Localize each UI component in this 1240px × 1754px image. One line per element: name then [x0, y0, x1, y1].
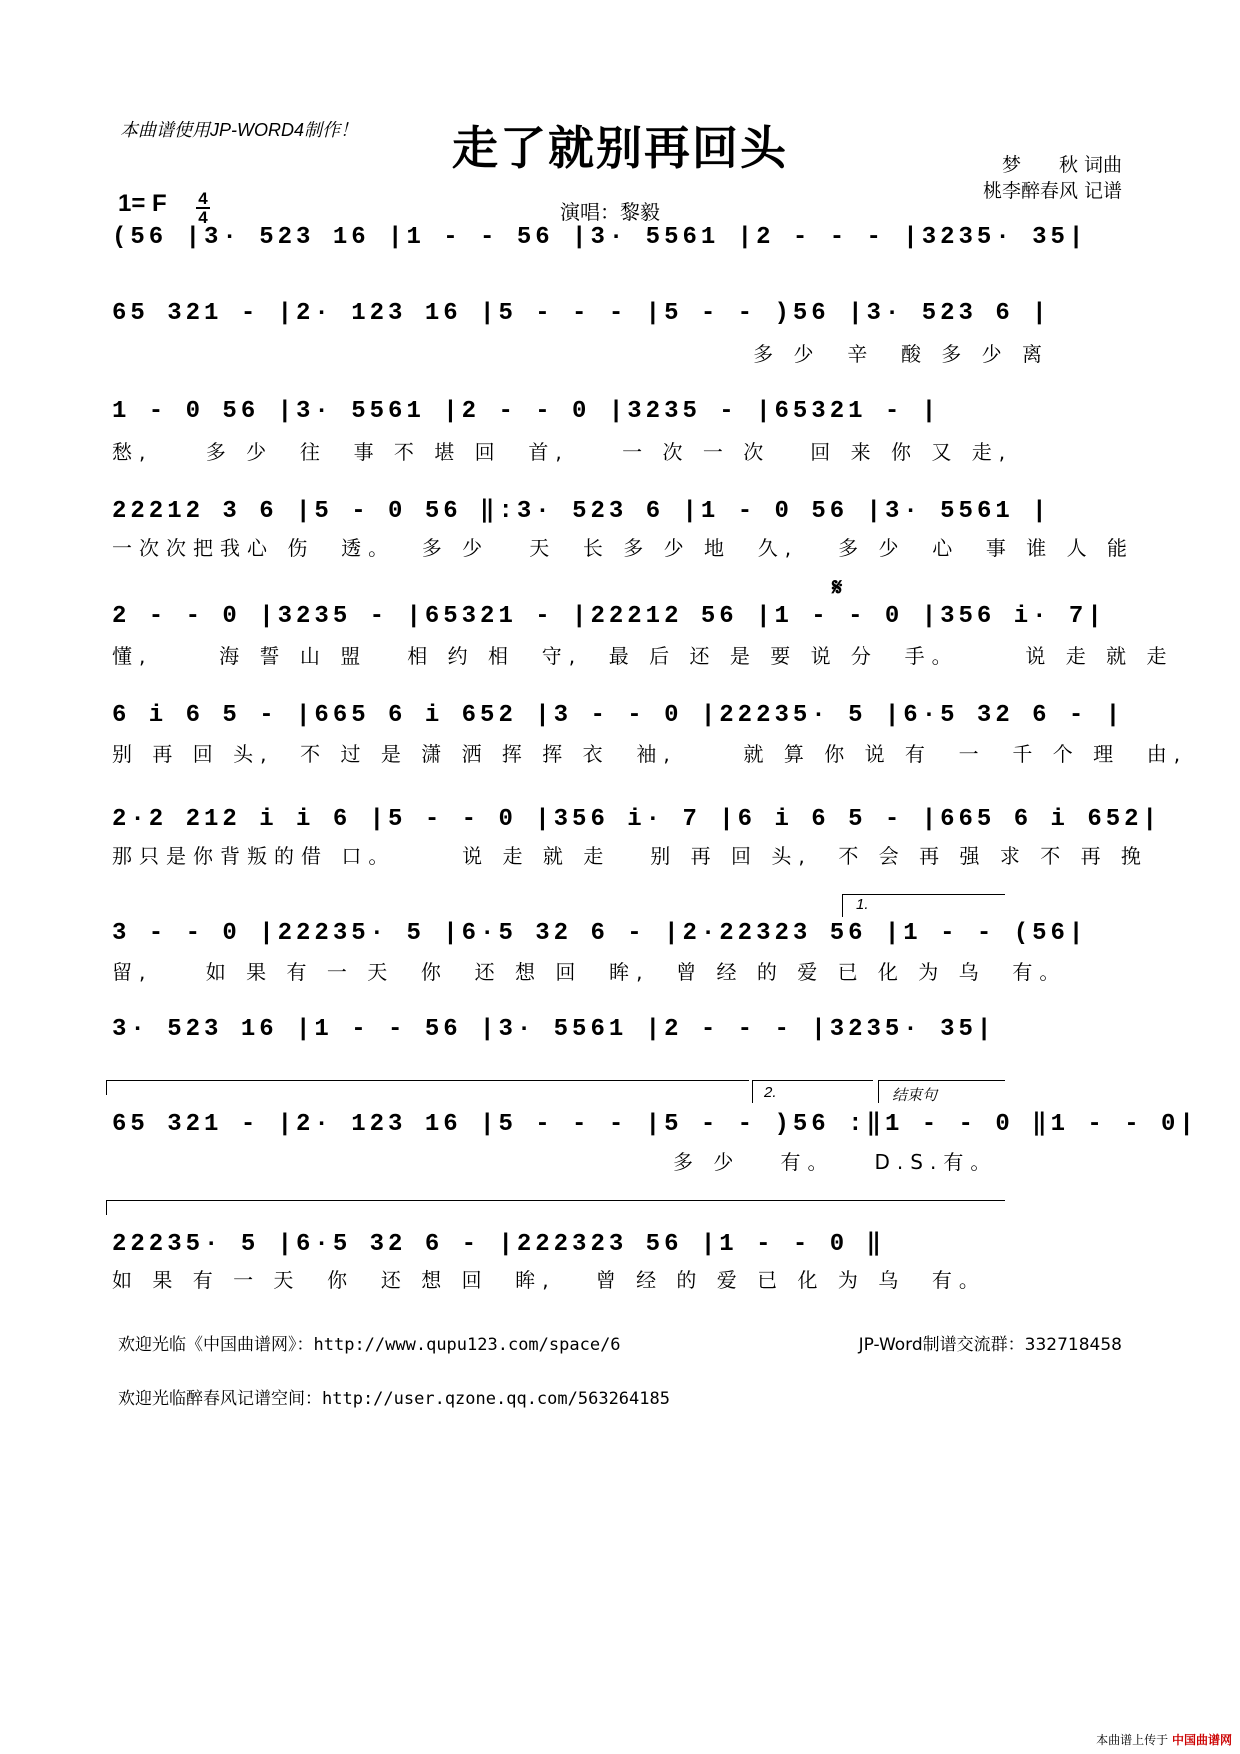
footer-site: 欢迎光临《中国曲谱网》：http://www.qupu123.com/space/6: [118, 1335, 621, 1355]
coda-label: 结束句: [892, 1087, 938, 1104]
first-ending-label: 1.: [856, 896, 869, 913]
score-line-4: 22212 3 6 |5 - 0 56 ‖:3· 523 6 |1 - 0 56 |3· 5561 |: [112, 498, 1051, 525]
lyrics-line-3: 愁, 多 少 往 事 不 堪 回 首, 一 次 一 次 回 来 你 又 走,: [112, 440, 1013, 464]
footer-space: 欢迎光临醉春风记谱空间：http://user.qzone.qq.com/563264185: [118, 1389, 670, 1409]
score-line-7: 2·2 212 i i 6 |5 - - 0 |356 i· 7 |6 i 6 5 - |665 6 i 652|: [112, 806, 1161, 833]
lyrics-line-10: 多 少 有。 D.S.有。: [112, 1150, 998, 1174]
score-line-6: 6 i 6 5 - |665 6 i 652 |3 - - 0 |22235· 5 |6·5 32 6 - |: [112, 702, 1125, 729]
time-signature: [196, 190, 210, 226]
lyrics-line-2: 多 少 辛 酸 多 少 离: [112, 342, 1050, 366]
upload-label: 本曲谱上传于: [1096, 1733, 1169, 1747]
score-line-10: 65 321 - |2· 123 16 |5 - - - |5 - - )56 :‖1 - - 0 ‖1 - - 0|: [112, 1111, 1198, 1138]
lyrics-line-8: 留, 如 果 有 一 天 你 还 想 回 眸, 曾 经 的 爱 已 化 为 乌 有。: [112, 960, 1067, 984]
score-line-3: 1 - 0 56 |3· 5561 |2 - - 0 |3235 - |65321 - |: [112, 398, 941, 425]
time-bottom: 4: [198, 208, 208, 227]
final-bracket: [106, 1200, 1005, 1215]
key-signature: 1= F: [118, 190, 167, 217]
made-with-note: 本曲谱使用JP-WORD4制作！: [120, 120, 358, 140]
lyrics-line-7: 那只是你背叛的借 口。 说 走 就 走 别 再 回 头, 不 会 再 强 求 不 再 挽: [112, 844, 1148, 868]
score-line-2: 65 321 - |2· 123 16 |5 - - - |5 - - )56 |3· 523 6 |: [112, 300, 1051, 327]
score-line-1: (56 |3· 523 16 |1 - - 56 |3· 5561 |2 - - - |3235· 35|: [112, 224, 1088, 251]
singer: 演唱：黎毅: [560, 200, 660, 224]
lyrics-line-5: 懂, 海 誓 山 盟 相 约 相 守, 最 后 还 是 要 说 分 手。 说 走 就 走: [112, 644, 1174, 668]
song-title: 走了就别再回头: [452, 121, 788, 175]
footer-group: JP-Word制谱交流群：332718458: [858, 1335, 1122, 1355]
second-ending-label: 2.: [764, 1084, 777, 1101]
time-top: 4: [198, 189, 208, 208]
score-line-5: 2 - - 0 |3235 - |65321 - |22212 56 |1 - - 0 |356 i· 7|: [112, 603, 1106, 630]
score-line-11: 22235· 5 |6·5 32 6 - |222323 56 |1 - - 0 ‖: [112, 1231, 885, 1258]
lyricist-composer: 梦 秋 词曲: [1001, 154, 1122, 176]
brand-logo: 中国曲谱网: [1171, 1733, 1232, 1747]
transcriber: 桃李醉春风 记谱: [982, 180, 1122, 202]
segno-sign: 𝄋: [832, 572, 843, 601]
score-line-8: 3 - - 0 |22235· 5 |6·5 32 6 - |2·22323 56 |1 - - (56|: [112, 920, 1088, 947]
lyrics-line-4: 一次次把我心 伤 透。 多 少 天 长 多 少 地 久, 多 少 心 事 谁 人 能: [112, 536, 1135, 560]
repeat-bracket: [106, 1080, 749, 1095]
lyrics-line-11: 如 果 有 一 天 你 还 想 回 眸, 曾 经 的 爱 已 化 为 乌 有。: [112, 1268, 986, 1292]
lyrics-line-6: 别 再 回 头, 不 过 是 潇 洒 挥 挥 衣 袖, 就 算 你 说 有 一 千 个 理 由,: [112, 742, 1188, 766]
upload-brand: [1096, 1731, 1232, 1748]
score-line-9: 3· 523 16 |1 - - 56 |3· 5561 |2 - - - |3235· 35|: [112, 1016, 996, 1043]
